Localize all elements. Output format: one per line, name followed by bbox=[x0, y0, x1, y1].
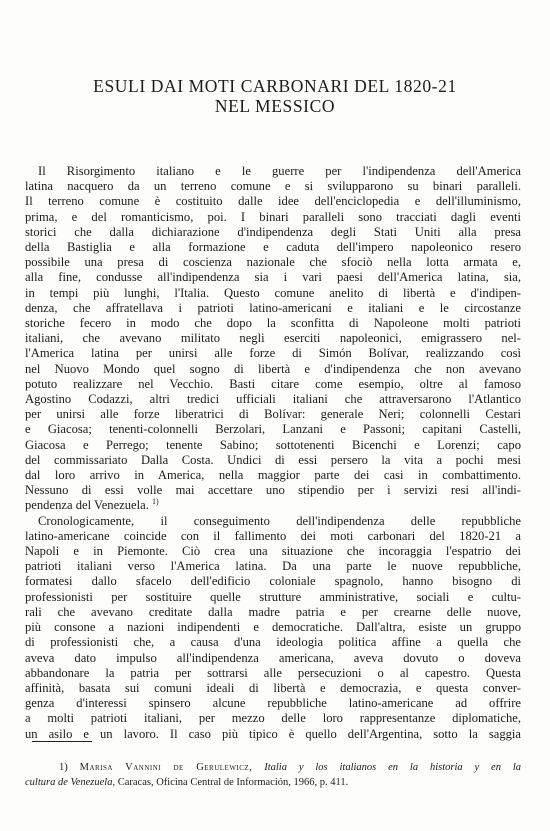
paragraph-1 bbox=[25, 164, 521, 514]
text-line: e Giacosa; tenenti-colonnelli Berzolari, Lanzani e Passoni; capitani Castelli, bbox=[25, 422, 521, 437]
text-line: latino-americane coincide con il fallimento dei moti carbonari del 1820-21 a bbox=[25, 528, 521, 543]
footnote-line-2 bbox=[25, 775, 521, 790]
footnote-work-title-cont: cultura de Venezuela, bbox=[25, 777, 116, 788]
text-line: Cronologicamente, il conseguimento dell'indipendenza delle repubbliche bbox=[38, 513, 521, 528]
footnote bbox=[25, 760, 521, 790]
footnote-reference[interactable]: 1) bbox=[152, 497, 159, 507]
text-line: formatesi dallo sfacelo dell'edificio coloniale spagnolo, hanno bisogno di bbox=[25, 574, 521, 589]
text-line: storiche fecero in modo che dopo la sconfitta di Napoleone molti patrioti bbox=[25, 316, 521, 331]
text-line: Il terreno comune è costituito dalle idee dell'enciclopedia e dell'illuminismo, bbox=[25, 194, 521, 209]
text-line: storici che dalla dichiarazione d'indipendenza degli Stati Uniti alla presa bbox=[25, 224, 521, 239]
text-line: patrioti italiani verso l'America latina. Da una parte le nuove repubbliche, bbox=[25, 559, 521, 574]
text-line: denza, che affratellava i patrioti latino-americani e italiani e le circostanze bbox=[25, 300, 521, 315]
footnote-marker: 1) bbox=[59, 762, 68, 773]
footnote-author: Marisa Vannini de Gerulewicz, bbox=[79, 762, 253, 773]
text-line: genza d'interessi spinsero alcune repubbliche latino-americane ad offrire bbox=[25, 696, 521, 711]
text-line-last bbox=[25, 498, 521, 513]
paragraph-2 bbox=[25, 514, 521, 742]
text-line: un asilo e un lavoro. Il caso più tipico è quello dell'Argentina, sotto la saggia bbox=[25, 726, 521, 741]
text-line: per unirsi alle forze liberatrici di Bolívar: generale Neri; colonnelli Cestari bbox=[25, 407, 521, 422]
text-line: più consone a nazioni indipendenti e democratiche. Dall'altra, esiste un gruppo bbox=[25, 620, 521, 635]
text-line: latina nacquero da un terreno comune e si svilupparono su binari paralleli. bbox=[25, 179, 521, 194]
text-line: a molti patrioti italiani, per mezzo delle loro rappresentanze diplomatiche, bbox=[25, 711, 521, 726]
text-line: nel Nuovo Mondo quel sogno di libertà e d'indipendenza che non avevano bbox=[25, 361, 521, 376]
text-line: aveva dato impulso all'indipendenza americana, aveva dovuto o doveva bbox=[25, 650, 521, 665]
text-line: Agostino Codazzi, altri tredici ufficiali italiani che attraversarono l'Atlantico bbox=[25, 392, 521, 407]
text-line: dal loro arrivo in America, nella maggior parte dei casi in combattimento. bbox=[25, 468, 521, 483]
text-line: possibile una presa di coscienza nazionale che sfociò nella lotta armata e, bbox=[25, 255, 521, 270]
text-line: di professionisti che, a causa d'una ideologia politica affine a quella che bbox=[25, 635, 521, 650]
footnote-work-title: Italia y los italianos en la historia y en la bbox=[264, 762, 521, 773]
title-line-2: NEL MESSICO bbox=[214, 96, 336, 116]
text-line: della Bastiglia e alla formazione e caduta dell'impero napoleonico resero bbox=[25, 240, 521, 255]
text-line: l'America latina per unirsi alle forze di Simón Bolívar, realizzando così bbox=[25, 346, 521, 361]
text-line-content: pendenza del Venezuela. bbox=[25, 498, 149, 513]
text-line: prima, e del romanticismo, poi. I binari paralleli sono tracciati dagli eventi bbox=[25, 209, 521, 224]
article-title bbox=[40, 76, 510, 116]
footnote-line-1 bbox=[25, 760, 521, 775]
text-line: alla fine, condusse all'indipendenza sia i vari paesi dell'America latina, sia, bbox=[25, 270, 521, 285]
text-line: del commissariato Dalla Costa. Undici di essi persero la vita a pochi mesi bbox=[25, 452, 521, 467]
text-line: professionisti per sostituire quelle strutture amministrative, sociali e cultu- bbox=[25, 589, 521, 604]
footnote-publication: Caracas, Oficina Central de Información, 1966, p. 411. bbox=[117, 777, 349, 788]
text-line: Nessuno di essi volle mai accettare uno stipendio per i servizi resi all'indi- bbox=[25, 483, 521, 498]
text-line: potuto realizzare nel Vecchio. Basti citare come esempio, oltre al famoso bbox=[25, 376, 521, 391]
title-line-1: ESULI DAI MOTI CARBONARI DEL 1820-21 bbox=[93, 76, 457, 96]
footnote-divider bbox=[32, 741, 92, 742]
text-line: rali che avevano creditate dalla madre patria e per crearne delle nuove, bbox=[25, 604, 521, 619]
text-line: in tempi più lunghi, l'Italia. Questo comune anelito di libertà e d'indipen- bbox=[25, 285, 521, 300]
text-line: abbandonare la patria per sottrarsi alle persecuzioni o al capestro. Questa bbox=[25, 665, 521, 680]
text-line: Napoli e in Piemonte. Ciò crea una situazione che incoraggia l'espatrio dei bbox=[25, 544, 521, 559]
article-body bbox=[25, 164, 521, 742]
text-line: italiani, che avevano militato negli eserciti napoleonici, emigrassero nel- bbox=[25, 331, 521, 346]
text-line: Giacosa e Perrego; tenente Sabino; sottotenenti Bicenchi e Lorenzi; capo bbox=[25, 437, 521, 452]
text-line: affinità, basata sui comuni ideali di libertà e democrazia, e questa conver- bbox=[25, 680, 521, 695]
text-line: Il Risorgimento italiano e le guerre per l'indipendenza dell'America bbox=[38, 164, 521, 178]
